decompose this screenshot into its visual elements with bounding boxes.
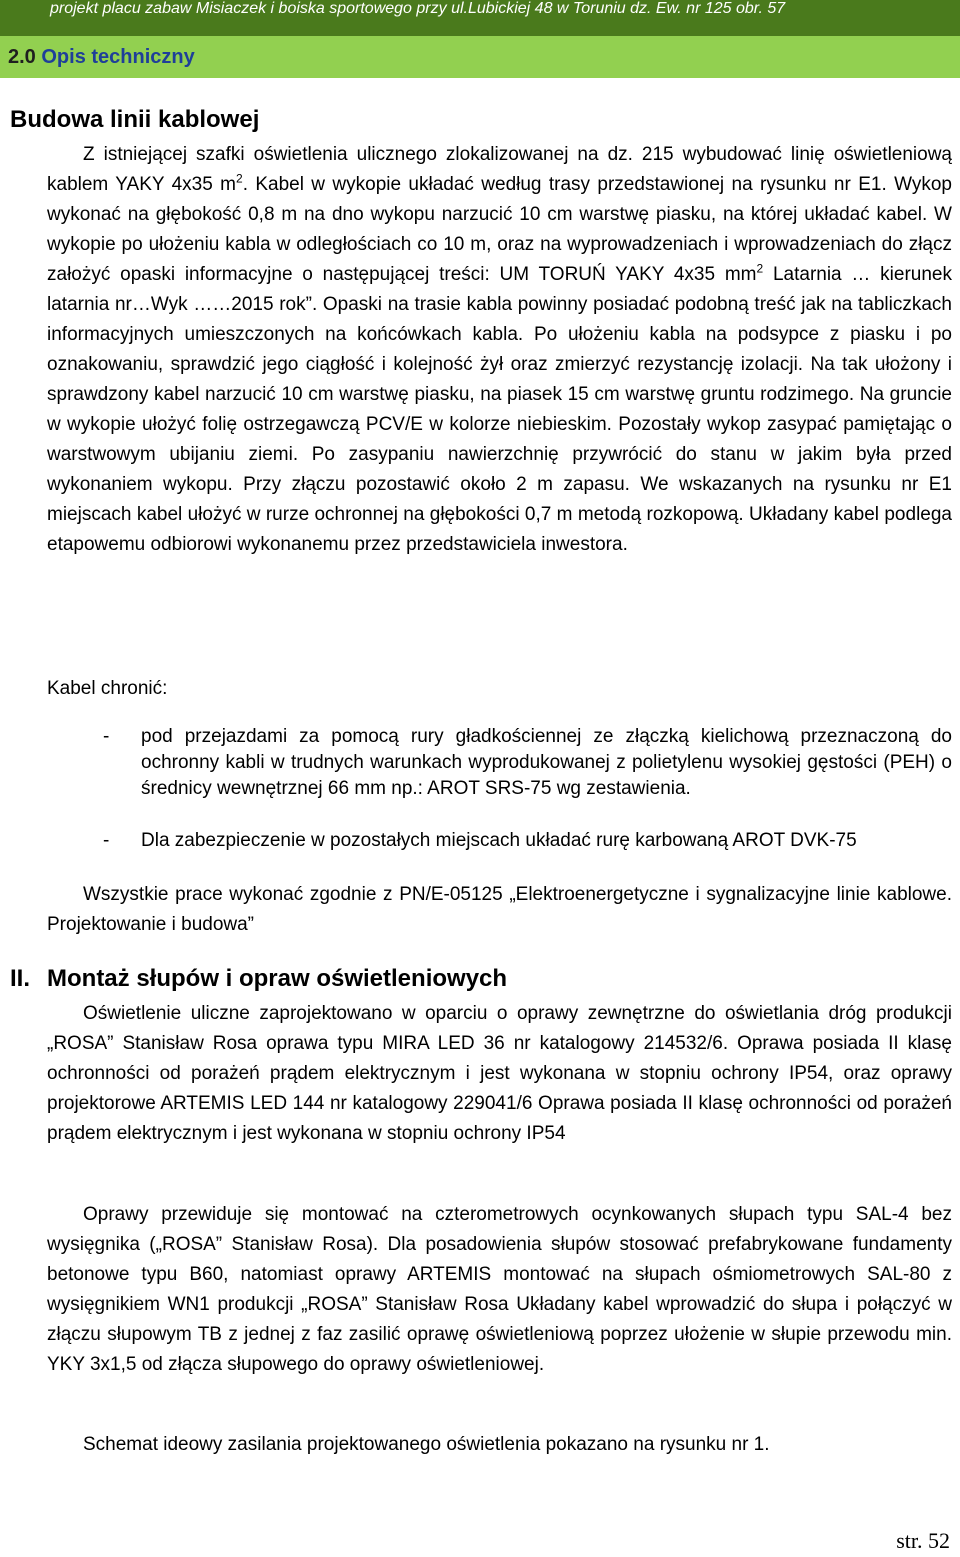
list-dash: - [103, 830, 110, 851]
list-dash: - [103, 726, 110, 747]
standard-paragraph [47, 880, 952, 940]
section-number: 2.0 [8, 46, 36, 68]
cable-text-b: . Kabel w wykopie układać według trasy przedstawionej na rysunku nr E1. Wykop wykonać na głębokość 0,8 m na dno wykopu narzucić 10 cm warstwę piasku, na której układać kabel. W wykopie po ułożeniu kabla w odległościach co 10 m, oraz na wyprowadzeniach i wprowadzeniach do złącz założyć opaski informacyjne o następującej treści: UM TORUŃ YAKY 4x35 mm [47, 174, 952, 285]
list-item [105, 828, 952, 854]
mount-roman: II. [10, 965, 31, 992]
cable-text-a: Z istniejącej szafki oświetlenia ulicznego zlokalizowanej na dz. 215 wybudować linię oświetleniową kablem YAKY 4x35 m [47, 144, 952, 195]
running-title: projekt placu zabaw Misiaczek i boiska sportowego przy ul.Lubickiej 48 w Toruniu dz. Ew. nr 125 obr. 57 [50, 0, 786, 17]
cable-heading: Budowa linii kablowej [10, 106, 260, 133]
mount-text-3: Schemat ideowy zasilania projektowanego oświetlenia pokazano na rysunku nr 1. [83, 1434, 770, 1455]
protect-label: Kabel chronić: [47, 678, 168, 699]
mount-title: Montaż słupów i opraw oświetleniowych [47, 965, 508, 992]
document-header [0, 0, 960, 36]
superscript: 2 [756, 261, 764, 276]
standard-text: Wszystkie prace wykonać zgodnie z PN/E-05125 „Elektroenergetyczne i sygnalizacyjne linie kablowe. Projektowanie i budowa” [47, 884, 952, 935]
mount-paragraph-3 [47, 1430, 952, 1460]
list-item-text: pod przejazdami za pomocą rury gładkościennej ze złączką kielichową przeznaczoną do ochronny kabli w trudnych warunkach wyprodukowanej z polietylenu wysokiej gęstości (PEH) o średnicy wewnętrznej 66 mm np.: AROT SRS-75 wg zestawienia. [141, 726, 952, 799]
page-number: str. 52 [896, 1528, 950, 1553]
mount-paragraph-1 [47, 999, 952, 1149]
section-heading [0, 36, 960, 78]
list-item [105, 724, 952, 802]
mount-heading [10, 965, 507, 993]
list-item-text: Dla zabezpieczenie w pozostałych miejscach układać rurę karbowaną AROT DVK-75 [141, 830, 857, 851]
cable-paragraph [47, 140, 952, 560]
superscript: 2 [236, 171, 243, 186]
section-title: Opis techniczny [41, 46, 195, 68]
mount-paragraph-2 [47, 1200, 952, 1380]
mount-text-2: Oprawy przewiduje się montować na czterometrowych ocynkowanych słupach typu SAL-4 bez wysięgnika („ROSA” Stanisław Rosa). Dla posadowienia słupów stosować prefabrykowane fundamenty betonowe typu B60, natomiast oprawy ARTEMIS montować na słupach ośmiometrowych SAL-80 z wysięgnikiem WN1 produkcji „ROSA” Stanisław Rosa Układany kabel wprowadzić do słupa i połączyć w złączu słupowym TB z jednej z faz zasilić oprawę oświetleniową poprzez ułożenie w słupie przewodu min. YKY 3x1,5 od złącza słupowego do oprawy oświetleniowej. [47, 1204, 952, 1375]
mount-text-1: Oświetlenie uliczne zaprojektowano w oparciu o oprawy zewnętrzne do oświetlania dróg produkcji „ROSA” Stanisław Rosa oprawa typu MIRA LED 36 nr katalogowy 214532/6. Oprawa posiada II klasę ochronności od porażeń prądem elektrycznym i jest wykonana w stopniu ochrony IP54, oraz oprawy projektorowe ARTEMIS LED 144 nr katalogowy 229041/6 Oprawa posiada II klasę ochronności od porażeń prądem elektrycznym i jest wykonana w stopniu ochrony IP54 [47, 1003, 952, 1144]
cable-text-c: Latarnia … kierunek latarnia nr…Wyk ……2015 rok”. Opaski na trasie kabla powinny posiadać podobną treść jak na tabliczkach informacyjnych umieszczonych na końcówkach kabla. Po ułożeniu kabla na podsypce z piasku i po oznakowaniu, sprawdzić jego ciągłość i kolejność żył oraz zmierzyć rezystancję izolacji. Na tak ułożony i sprawdzony kabel narzucić 10 cm warstwę piasku, na piasek 15 cm warstwę gruntu rodzimego. Na gruncie w wykopie ułożyć folię ostrzegawczą PCV/E w kolorze niebieskim. Pozostały wykop zasypać pamiętając o warstwowym ubijaniu ziemi. Po zasypaniu nawierzchnię przywrócić do stanu w jakim była przed wykonaniem wykopu. Przy złączu pozostawić około 2 m zapasu. We wskazanych na rysunku nr E1 miejscach kabel ułożyć w rurze ochronnej na głębokości 0,7 m metodą rozkopową. Układany kabel podlega etapowemu odbiorowi wykonanemu przez przedstawiciela inwestora. [47, 264, 952, 555]
